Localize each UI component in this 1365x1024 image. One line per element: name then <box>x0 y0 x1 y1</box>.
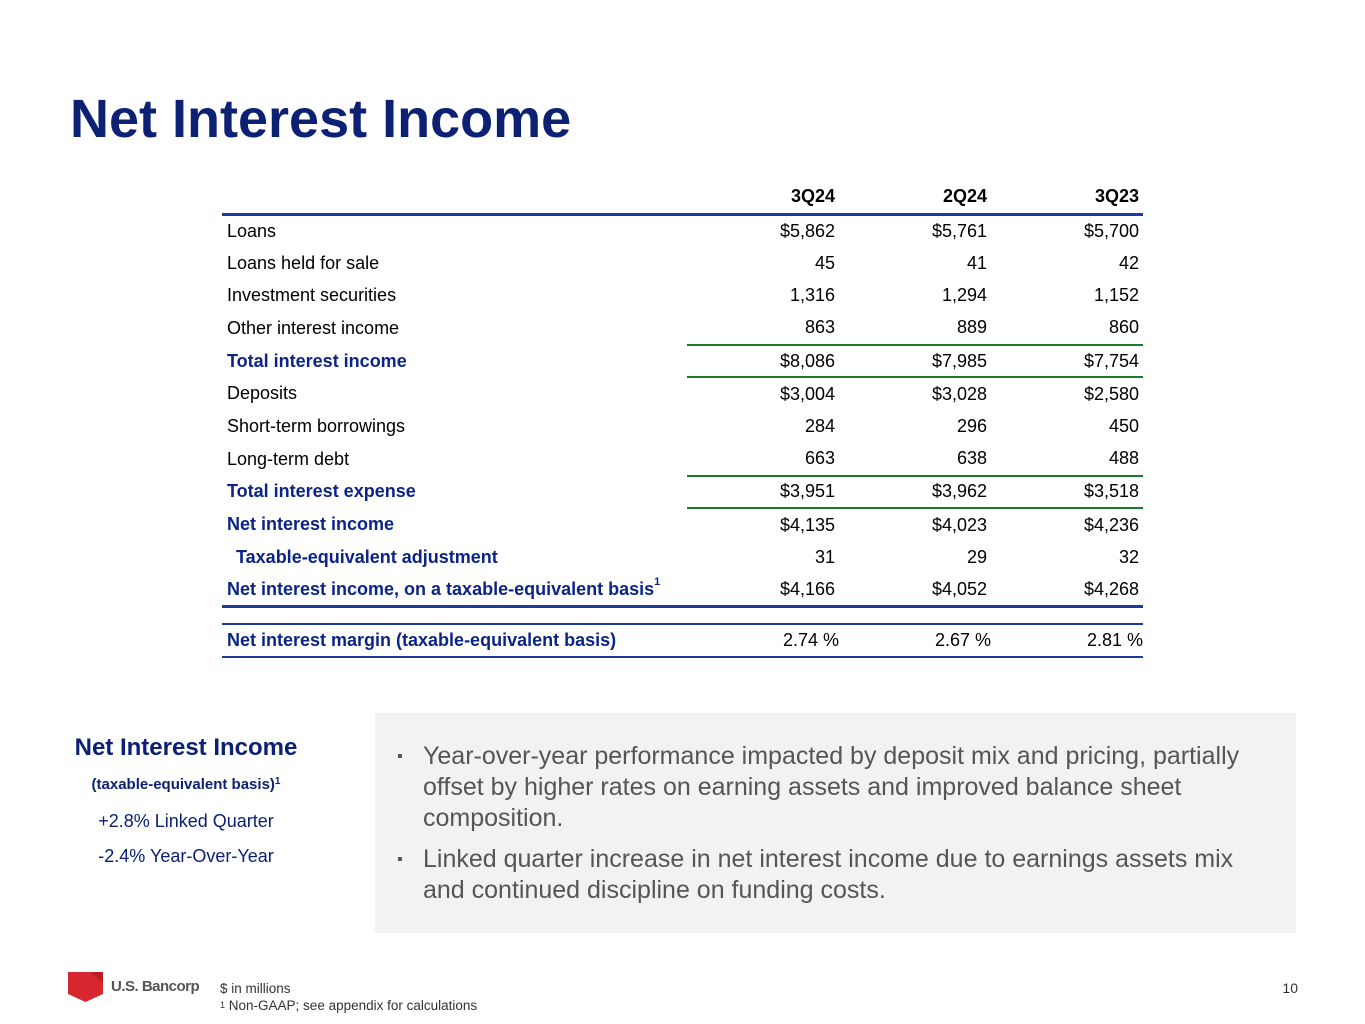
row-label: Total interest expense <box>227 481 416 502</box>
row-value: 2.67 % <box>839 624 991 657</box>
row-value: 863 <box>804 317 835 338</box>
table-row <box>222 279 1143 312</box>
bullet-text: Linked quarter increase in net interest income due to earnings assets mix and continued discipline on funding costs. <box>423 845 1234 904</box>
row-value: $3,028 <box>931 383 987 404</box>
row-label-text: Net interest income, on a taxable-equivalent basis <box>227 578 655 599</box>
row-value: $7,985 <box>839 345 991 378</box>
table-row-net-interest-margin <box>222 624 1143 657</box>
summary-subtitle <box>40 776 332 793</box>
row-value: 860 <box>1108 317 1139 338</box>
year-over-year-stat: -2.4% Year-Over-Year <box>98 846 274 866</box>
row-label: Net interest margin (taxable-equivalent basis) <box>222 624 687 657</box>
row-value: 2.74 % <box>687 624 839 657</box>
shield-icon <box>68 972 103 1002</box>
row-value: $2,580 <box>1083 383 1139 404</box>
column-header: 3Q24 <box>687 180 839 214</box>
table-row <box>222 410 1143 443</box>
header-label-cell <box>222 180 687 214</box>
row-value: 2.81 % <box>991 624 1143 657</box>
row-value: 488 <box>1108 448 1139 469</box>
non-gaap-note <box>220 997 477 1014</box>
commentary-box <box>375 713 1296 933</box>
row-label: Long-term debt <box>227 448 350 469</box>
row-label: Loans <box>227 220 277 241</box>
row-value: $4,236 <box>1083 514 1139 535</box>
row-value: 1,316 <box>789 285 835 306</box>
bullet-text: Year-over-year performance impacted by deposit mix and pricing, partially offset by higher rates on earning assets and improved balance sheet composition. <box>423 742 1240 832</box>
page-number: 10 <box>1282 980 1298 996</box>
column-header: 3Q23 <box>991 180 1143 214</box>
row-value: 29 <box>966 546 987 567</box>
net-interest-income-table <box>222 180 1143 658</box>
footnote-mark: 1 <box>654 575 661 588</box>
table-row-nii-te-basis <box>222 574 1143 607</box>
row-value: $4,268 <box>991 574 1143 607</box>
row-value: $4,166 <box>687 574 839 607</box>
row-value: 450 <box>1108 415 1139 436</box>
row-value: $4,052 <box>839 574 991 607</box>
row-value: $5,862 <box>779 220 835 241</box>
table-row-total-interest-expense <box>222 476 1143 509</box>
row-label: Deposits <box>227 383 298 404</box>
row-label: Loans held for sale <box>227 252 380 273</box>
table-spacer-row <box>222 606 1143 624</box>
linked-quarter-stat: +2.8% Linked Quarter <box>98 811 274 831</box>
row-label: Short-term borrowings <box>227 415 406 436</box>
row-value: $4,135 <box>779 514 835 535</box>
units-note: $ in millions <box>220 981 291 996</box>
row-label <box>222 574 687 607</box>
table-row <box>222 214 1143 247</box>
summary-title: Net Interest Income <box>74 734 298 761</box>
row-value: $5,700 <box>1083 220 1139 241</box>
column-header: 2Q24 <box>839 180 991 214</box>
table-row-taxable-equivalent-adjustment <box>222 541 1143 574</box>
summary-panel <box>40 734 332 867</box>
table-row <box>222 443 1143 476</box>
us-bancorp-logo <box>68 972 200 1004</box>
row-value: 638 <box>956 448 987 469</box>
table-row-net-interest-income <box>222 508 1143 541</box>
row-value: 41 <box>966 252 987 273</box>
list-item <box>397 741 1280 834</box>
row-label: Investment securities <box>227 285 397 306</box>
table-row <box>222 377 1143 410</box>
row-value: $7,754 <box>991 345 1143 378</box>
row-label: Other interest income <box>227 317 400 338</box>
row-value: 42 <box>1118 252 1139 273</box>
logo-text: U.S. Bancorp <box>111 978 200 995</box>
commentary-list <box>397 741 1280 916</box>
footnote-mark: 1 <box>220 1000 226 1010</box>
table-header-row <box>222 180 1143 214</box>
row-value: 296 <box>956 415 987 436</box>
row-label: Net interest income <box>227 514 395 535</box>
list-item <box>397 844 1280 906</box>
table-row <box>222 247 1143 280</box>
row-value: $3,951 <box>687 476 839 509</box>
bullet-icon: ▪ <box>397 748 403 765</box>
row-value: 663 <box>804 448 835 469</box>
table-row-total-interest-income <box>222 345 1143 378</box>
footnotes <box>220 980 477 1014</box>
table-row <box>222 312 1143 345</box>
row-value: 45 <box>814 252 835 273</box>
row-value: 1,152 <box>1093 285 1139 306</box>
row-value: $3,962 <box>839 476 991 509</box>
row-value: $5,761 <box>931 220 987 241</box>
row-value: $3,004 <box>779 383 835 404</box>
row-value: 284 <box>804 415 835 436</box>
row-label: Taxable-equivalent adjustment <box>236 546 498 567</box>
summary-subtitle-text: (taxable-equivalent basis) <box>91 776 275 793</box>
row-value: 32 <box>1118 546 1139 567</box>
row-value: 1,294 <box>941 285 987 306</box>
row-value: $4,023 <box>931 514 987 535</box>
footnote-mark: 1 <box>274 776 281 787</box>
row-value: 31 <box>814 546 835 567</box>
row-value: $8,086 <box>687 345 839 378</box>
row-label: Total interest income <box>227 350 407 371</box>
row-value: 889 <box>956 317 987 338</box>
page-title: Net Interest Income <box>70 89 572 149</box>
non-gaap-text: Non-GAAP; see appendix for calculations <box>228 998 478 1013</box>
row-value: $3,518 <box>991 476 1143 509</box>
bullet-icon: ▪ <box>397 851 403 868</box>
